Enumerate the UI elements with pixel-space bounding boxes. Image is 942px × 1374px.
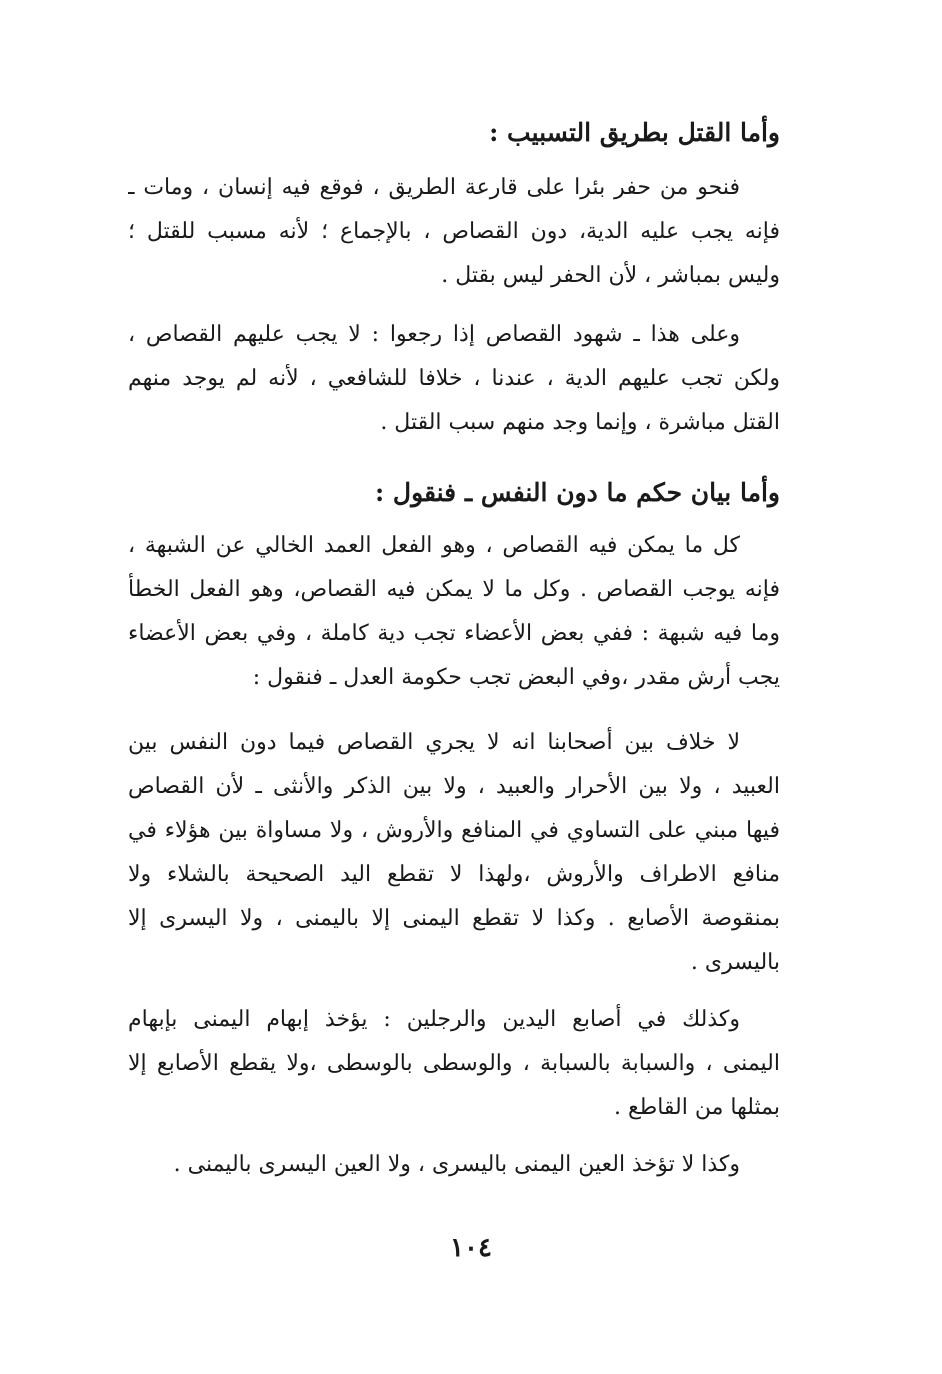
text-line: وعلى هذا ـ شهود القصاص إذا رجعوا : لا يجب عليهم القصاص ،: [128, 322, 740, 347]
paragraph-digging-well: [128, 166, 780, 298]
text-line: القتل مباشرة ، وإنما وجد منهم سبب القتل .: [380, 410, 780, 435]
section-heading-below-life: وأما بيان حكم ما دون النفس ـ فنقول :: [374, 478, 780, 507]
text-line: لا خلاف بين أصحابنا انه لا يجري القصاص فيما دون النفس بين: [128, 730, 740, 755]
page-number: ١٠٤: [450, 1233, 492, 1263]
paragraph-retracting-witnesses: [128, 313, 780, 445]
text-line: فإنه يجب عليه الدية، دون القصاص ، بالإجماع ؛ لأنه مسبب للقتل ؛: [128, 219, 780, 244]
section-heading-causation: وأما القتل بطريق التسبيب :: [489, 118, 780, 147]
paragraph-no-disagreement: [128, 721, 780, 985]
text-line: باليسرى .: [690, 950, 780, 975]
text-line: فيها مبني على التساوي في المنافع والأروش ، ولا مساواة بين هؤلاء في: [128, 818, 780, 843]
text-line: العبيد ، ولا بين الأحرار والعبيد ، ولا بين الذكر والأنثى ـ لأن القصاص: [128, 774, 780, 799]
text-line: وكذا لا تؤخذ العين اليمنى باليسرى ، ولا العين اليسرى باليمنى .: [173, 1152, 740, 1177]
text-line: منافع الاطراف والأروش ،ولهذا لا تقطع اليد الصحيحة بالشلاء ولا: [128, 862, 780, 887]
paragraph-fingers: [128, 998, 780, 1130]
text-line: كل ما يمكن فيه القصاص ، وهو الفعل العمد الخالي عن الشبهة ،: [128, 533, 740, 558]
text-line: فنحو من حفر بئرا على قارعة الطريق ، فوقع فيه إنسان ، ومات ـ: [128, 175, 740, 200]
text-line: وليس بمباشر ، لأن الحفر ليس بقتل .: [441, 263, 780, 288]
text-line: ولكن تجب عليهم الدية ، عندنا ، خلافا للشافعي ، لأنه لم يوجد منهم: [128, 366, 780, 391]
text-line: بمثلها من القاطع .: [614, 1095, 780, 1120]
text-line: فإنه يوجب القصاص . وكل ما لا يمكن فيه القصاص، وهو الفعل الخطأ: [128, 577, 780, 602]
text-line: وكذلك في أصابع اليدين والرجلين : يؤخذ إبهام اليمنى بإبهام: [128, 1007, 740, 1032]
paragraph-eyes: [128, 1143, 780, 1187]
text-line: وما فيه شبهة : ففي بعض الأعضاء تجب دية كاملة ، وفي بعض الأعضاء: [128, 621, 780, 646]
text-line: يجب أرش مقدر ،وفي البعض تجب حكومة العدل ـ فنقول :: [252, 665, 780, 690]
text-line: اليمنى ، والسبابة بالسبابة ، والوسطى بالوسطى ،ولا يقطع الأصابع إلا: [128, 1051, 780, 1076]
paragraph-retaliation-rule: [128, 524, 780, 700]
text-line: بمنقوصة الأصابع . وكذا لا تقطع اليمنى إلا باليمنى ، ولا اليسرى إلا: [128, 906, 780, 931]
